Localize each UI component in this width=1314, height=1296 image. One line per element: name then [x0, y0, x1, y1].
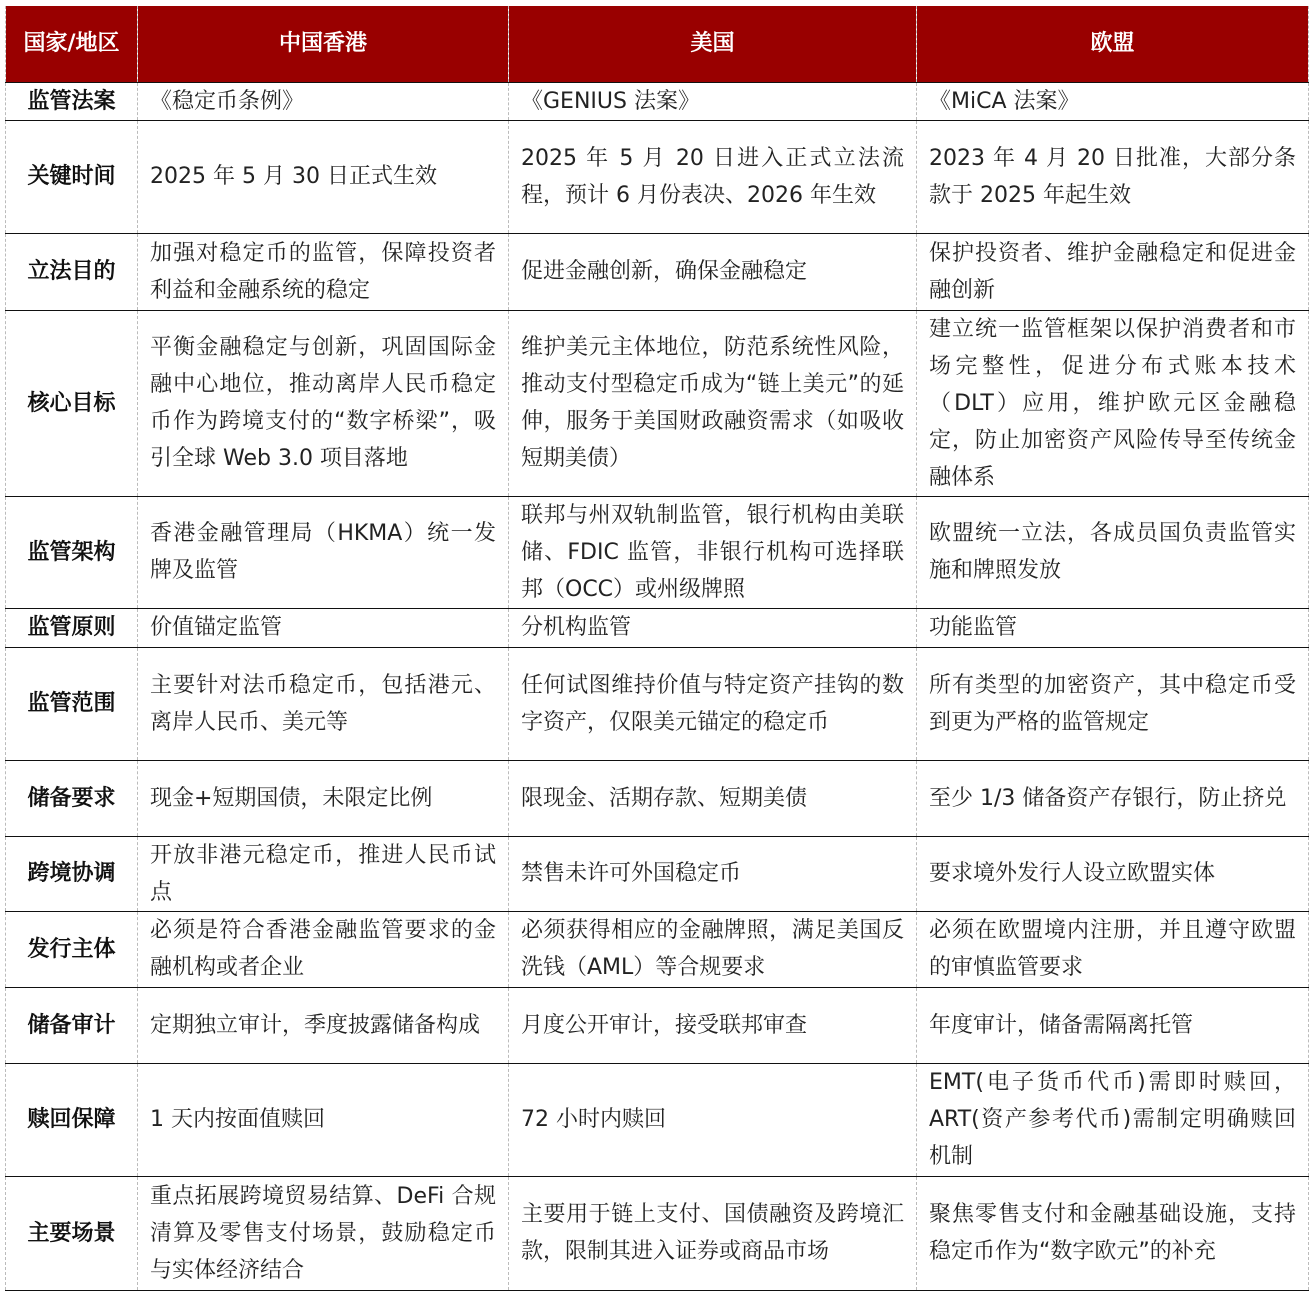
- header-hong-kong: 中国香港: [138, 6, 509, 82]
- usa-cell: 主要用于链上支付、国债融资及跨境汇款，限制其进入证券或商品市场: [509, 1176, 917, 1290]
- row-label: 赎回保障: [6, 1063, 138, 1176]
- eu-cell: 功能监管: [917, 608, 1309, 647]
- eu-cell: 保护投资者、维护金融稳定和促进金融创新: [917, 233, 1309, 310]
- header-eu: 欧盟: [917, 6, 1309, 82]
- usa-cell: 《GENIUS 法案》: [509, 82, 917, 120]
- table-row: [6, 1063, 1309, 1176]
- hong-kong-cell: 开放非港元稳定币，推进人民币试点: [138, 836, 509, 911]
- table-row: [6, 233, 1309, 310]
- hong-kong-cell: 现金+短期国债，未限定比例: [138, 760, 509, 836]
- eu-cell: 至少 1/3 储备资产存银行，防止挤兑: [917, 760, 1309, 836]
- usa-cell: 2025 年 5 月 20 日进入正式立法流程，预计 6 月份表决、2026 年生效: [509, 120, 917, 233]
- usa-cell: 任何试图维持价值与特定资产挂钩的数字资产，仅限美元锚定的稳定币: [509, 647, 917, 760]
- hong-kong-cell: 《稳定币条例》: [138, 82, 509, 120]
- hong-kong-cell: 香港金融管理局（HKMA）统一发牌及监管: [138, 496, 509, 608]
- header-usa: 美国: [509, 6, 917, 82]
- usa-cell: 禁售未许可外国稳定币: [509, 836, 917, 911]
- hong-kong-cell: 重点拓展跨境贸易结算、DeFi 合规清算及零售支付场景，鼓励稳定币与实体经济结合: [138, 1176, 509, 1290]
- row-label: 监管法案: [6, 82, 138, 120]
- table-row: [6, 987, 1309, 1063]
- row-label: 储备要求: [6, 760, 138, 836]
- eu-cell: 必须在欧盟境内注册，并且遵守欧盟的审慎监管要求: [917, 911, 1309, 987]
- eu-cell: 所有类型的加密资产，其中稳定币受到更为严格的监管规定: [917, 647, 1309, 760]
- row-label: 主要场景: [6, 1176, 138, 1290]
- table-row: [6, 120, 1309, 233]
- row-label: 发行主体: [6, 911, 138, 987]
- hong-kong-cell: 必须是符合香港金融监管要求的金融机构或者企业: [138, 911, 509, 987]
- table-row: [6, 82, 1309, 120]
- row-label: 监管范围: [6, 647, 138, 760]
- table-row: [6, 647, 1309, 760]
- eu-cell: 建立统一监管框架以保护消费者和市场完整性，促进分布式账本技术（DLT）应用，维护欧元区金融稳定，防止加密资产风险传导至传统金融体系: [917, 310, 1309, 496]
- row-label: 储备审计: [6, 987, 138, 1063]
- hong-kong-cell: 加强对稳定币的监管，保障投资者利益和金融系统的稳定: [138, 233, 509, 310]
- row-label: 跨境协调: [6, 836, 138, 911]
- eu-cell: 年度审计，储备需隔离托管: [917, 987, 1309, 1063]
- row-label: 立法目的: [6, 233, 138, 310]
- usa-cell: 必须获得相应的金融牌照，满足美国反洗钱（AML）等合规要求: [509, 911, 917, 987]
- header-region: 国家/地区: [6, 6, 138, 82]
- usa-cell: 联邦与州双轨制监管，银行机构由美联储、FDIC 监管，非银行机构可选择联邦（OCC）或州级牌照: [509, 496, 917, 608]
- table-row: [6, 1176, 1309, 1290]
- hong-kong-cell: 1 天内按面值赎回: [138, 1063, 509, 1176]
- usa-cell: 72 小时内赎回: [509, 1063, 917, 1176]
- table-row: [6, 911, 1309, 987]
- usa-cell: 月度公开审计，接受联邦审查: [509, 987, 917, 1063]
- eu-cell: 欧盟统一立法，各成员国负责监管实施和牌照发放: [917, 496, 1309, 608]
- row-label: 关键时间: [6, 120, 138, 233]
- eu-cell: 2023 年 4 月 20 日批准，大部分条款于 2025 年起生效: [917, 120, 1309, 233]
- table-row: [6, 608, 1309, 647]
- header-row: [6, 6, 1309, 82]
- hong-kong-cell: 平衡金融稳定与创新，巩固国际金融中心地位，推动离岸人民币稳定币作为跨境支付的“数字桥梁”，吸引全球 Web 3.0 项目落地: [138, 310, 509, 496]
- usa-cell: 分机构监管: [509, 608, 917, 647]
- eu-cell: EMT(电子货币代币)需即时赎回，ART(资产参考代币)需制定明确赎回机制: [917, 1063, 1309, 1176]
- hong-kong-cell: 定期独立审计，季度披露储备构成: [138, 987, 509, 1063]
- eu-cell: 《MiCA 法案》: [917, 82, 1309, 120]
- hong-kong-cell: 2025 年 5 月 30 日正式生效: [138, 120, 509, 233]
- usa-cell: 限现金、活期存款、短期美债: [509, 760, 917, 836]
- hong-kong-cell: 价值锚定监管: [138, 608, 509, 647]
- usa-cell: 维护美元主体地位，防范系统性风险，推动支付型稳定币成为“链上美元”的延伸，服务于美国财政融资需求（如吸收短期美债）: [509, 310, 917, 496]
- eu-cell: 要求境外发行人设立欧盟实体: [917, 836, 1309, 911]
- hong-kong-cell: 主要针对法币稳定币，包括港元、离岸人民币、美元等: [138, 647, 509, 760]
- row-label: 监管架构: [6, 496, 138, 608]
- table-row: [6, 310, 1309, 496]
- table-row: [6, 496, 1309, 608]
- table-row: [6, 760, 1309, 836]
- stablecoin-regulation-comparison-table: [5, 6, 1309, 1291]
- row-label: 监管原则: [6, 608, 138, 647]
- table-row: [6, 836, 1309, 911]
- eu-cell: 聚焦零售支付和金融基础设施，支持稳定币作为“数字欧元”的补充: [917, 1176, 1309, 1290]
- usa-cell: 促进金融创新，确保金融稳定: [509, 233, 917, 310]
- row-label: 核心目标: [6, 310, 138, 496]
